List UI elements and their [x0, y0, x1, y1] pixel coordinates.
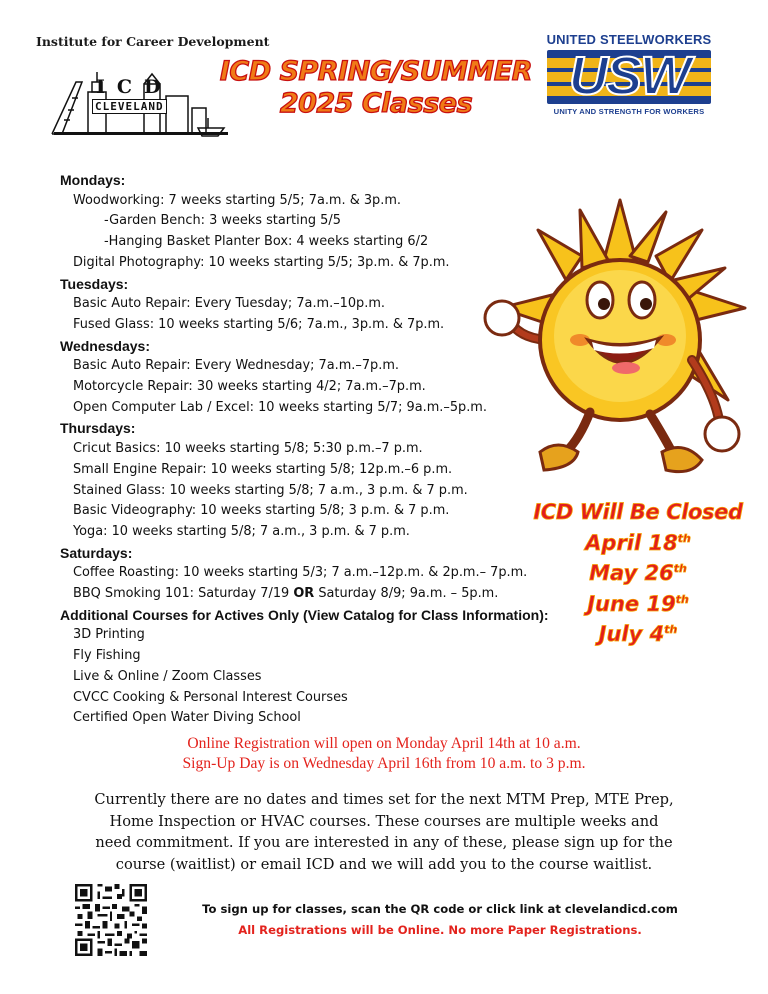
class-item: Coffee Roasting: 10 weeks starting 5/3; 7 a.m.–12p.m. & 2p.m.– 7p.m. — [73, 565, 528, 581]
bbq-or: OR — [293, 586, 315, 602]
closed-date: May 26th — [589, 561, 687, 585]
online-registration-text: Online Registration will open on Monday April 14th at 10 a.m. — [187, 735, 581, 752]
waitlist-note — [40, 789, 728, 875]
closed-date: April 18th — [585, 530, 691, 555]
usw-emblem — [547, 50, 711, 104]
usw-letters: USW — [569, 50, 689, 104]
sun-mascot-icon — [470, 190, 760, 490]
closed-heading: ICD Will Be Closed — [533, 500, 743, 524]
day-heading-tuesday: Tuesdays: — [60, 275, 129, 292]
closed-dates — [508, 497, 768, 650]
bbq-part-b: Saturday 8/9; 9a.m. – 5p.m. — [314, 586, 499, 602]
note-line: Currently there are no dates and times set for the next MTM Prep, MTE Prep, — [94, 791, 674, 808]
class-subitem: -Hanging Basket Planter Box: 4 weeks starting 6/2 — [104, 234, 429, 250]
signup-day-text: Sign-Up Day is on Wednesday April 16th from 10 a.m. to 3 p.m. — [182, 755, 586, 772]
title-line-2: 2025 Classes — [279, 88, 473, 119]
class-item: 3D Printing — [73, 627, 145, 643]
class-item: Basic Auto Repair: Every Wednesday; 7a.m.–7p.m. — [73, 358, 399, 374]
class-item: Live & Online / Zoom Classes — [73, 668, 262, 684]
institute-name: Institute for Career Development — [36, 34, 270, 49]
page-title — [212, 56, 540, 120]
note-line: Home Inspection or HVAC courses. These courses are multiple weeks and — [109, 812, 659, 830]
qr-code-icon[interactable] — [75, 884, 147, 956]
class-item: Digital Photography: 10 weeks starting 5/5; 3p.m. & 7p.m. — [73, 254, 450, 270]
class-item: Cricut Basics: 10 weeks starting 5/8; 5:30 p.m.–7 p.m. — [73, 441, 423, 457]
class-item: Open Computer Lab / Excel: 10 weeks starting 5/7; 9a.m.–5p.m. — [73, 399, 487, 415]
usw-logo[interactable] — [540, 32, 718, 128]
class-item: Basic Videography: 10 weeks starting 5/8; 3 p.m. & 7 p.m. — [73, 503, 450, 519]
class-item: Yoga: 10 weeks starting 5/8; 7 a.m., 3 p.m. & 7 p.m. — [73, 523, 410, 539]
class-item: Fused Glass: 10 weeks starting 5/6; 7a.m., 3p.m. & 7p.m. — [73, 316, 445, 332]
class-subitem: -Garden Bench: 3 weeks starting 5/5 — [104, 213, 341, 229]
class-item: CVCC Cooking & Personal Interest Courses — [73, 689, 348, 705]
icd-letters: ICD — [96, 76, 173, 98]
additional-courses-heading: Additional Courses for Actives Only (View Catalog for Class Information): — [60, 606, 549, 623]
bbq-part-a: BBQ Smoking 101: Saturday 7/19 — [73, 586, 294, 602]
class-item: Stained Glass: 10 weeks starting 5/8; 7 a.m., 3 p.m. & 7 p.m. — [73, 482, 468, 498]
closed-date: July 4th — [598, 622, 678, 646]
usw-name: UNITED STEELWORKERS — [546, 32, 712, 47]
class-item: Motorcycle Repair: 30 weeks starting 4/2; 7a.m.–7p.m. — [73, 379, 426, 395]
registration-info — [0, 734, 768, 774]
class-item: Certified Open Water Diving School — [73, 710, 301, 726]
class-item: Woodworking: 7 weeks starting 5/5; 7a.m. & 3p.m. — [73, 192, 401, 208]
title-line-1: ICD SPRING/SUMMER — [219, 56, 533, 87]
day-heading-wednesday: Wednesdays: — [60, 337, 150, 354]
day-heading-thursday: Thursdays: — [60, 420, 136, 437]
signup-instructions: To sign up for classes, scan the QR code or click link at clevelandicd.com — [202, 902, 678, 916]
note-line: need commitment. If you are interested in any of these, please sign up for the — [95, 834, 673, 851]
note-line: course (waitlist) or email ICD and we will add you to the course waitlist. — [115, 855, 653, 873]
online-only-notice: All Registrations will be Online. No more Paper Registrations. — [238, 923, 642, 937]
day-heading-saturday: Saturdays: — [60, 544, 133, 561]
usw-tagline: UNITY AND STRENGTH FOR WORKERS — [553, 107, 705, 116]
icd-logo[interactable] — [36, 34, 270, 134]
class-item — [60, 584, 570, 605]
day-heading-monday: Mondays: — [60, 172, 126, 188]
cleveland-label: CLEVELAND — [92, 99, 167, 114]
class-item: Basic Auto Repair: Every Tuesday; 7a.m.–10p.m. — [73, 296, 385, 312]
class-item: Small Engine Repair: 10 weeks starting 5/8; 12p.m.–6 p.m. — [73, 461, 453, 477]
class-item: Fly Fishing — [73, 648, 141, 664]
closed-date: June 19th — [587, 591, 689, 616]
